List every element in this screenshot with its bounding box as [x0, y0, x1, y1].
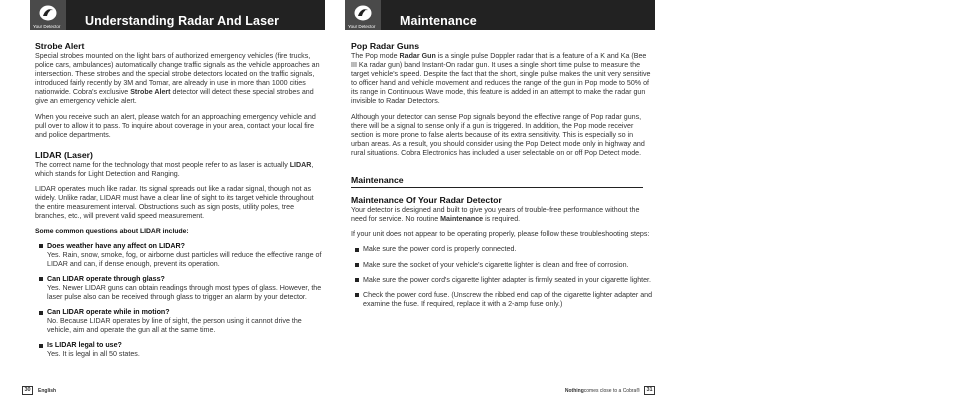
answer: No. Because LIDAR operates by line of sight, the person using it cannot drive the vehicle, aim and operate the gun all at the same time. — [47, 317, 302, 335]
text: The correct name for the technology that most people refer to as laser is actually — [35, 160, 290, 169]
cobra-logo — [30, 0, 66, 30]
text: , which stands for Light Detection and Ranging. — [35, 160, 314, 178]
paragraph: LIDAR operates much like radar. Its signal spreads out like a radar signal, though not as widely. Unlike radar, LIDAR must have a clear line of sight to its target vehicle throughout the entire measurement interval. Obstructions such as sign posts, utility poles, tree branches, etc., will prevent valid speed measurement. — [35, 185, 314, 221]
section-heading-strobe: Strobe Alert — [35, 41, 85, 51]
section-label: Maintenance — [351, 175, 404, 186]
paragraph: If your unit does not appear to be operating properly, please follow these troubleshooting steps: — [351, 230, 650, 239]
section-divider — [351, 176, 653, 186]
list-item — [35, 275, 325, 302]
text: is required. — [483, 215, 521, 224]
text: Special strobes mounted on the light bars of authorized emergency vehicles (fire trucks, police cars, ambulances) automatically change traffic signals as the vehicle approaches an intersection. These strobes and the special strobe detectors located on the traffic signals, introduced fairly recently by 3M and Tomar, are already in use in more than 1000 cities nationwide. Cobra's exclusive — [35, 52, 320, 97]
paragraph — [35, 161, 325, 179]
question: Does weather have any affect on LIDAR? — [47, 241, 185, 250]
cobra-logo — [345, 0, 381, 30]
paragraph: Although your detector can sense Pop signals beyond the effective range of Pop radar guns, there will be a signal to sense only if a gun is triggered. In addition, the Pop mode receiver section is more prone to false alerts because of its extra sensitivity. This is especially so in urban areas. As a result, you should consider using the Pop Detect mode only in highway and rural situations. Cobra Electronics has included a user selectable on or off Pop Detect mode. — [351, 112, 645, 157]
page-number: 31 — [644, 386, 655, 395]
right-footer — [565, 386, 655, 395]
logo-label: Your Detector — [348, 24, 376, 29]
question: Can LIDAR operate while in motion? — [47, 308, 170, 317]
right-header — [345, 0, 655, 30]
section-heading-lidar: LIDAR (Laser) — [35, 149, 93, 160]
list-item — [35, 242, 325, 269]
tagline-bold: Nothing — [564, 387, 584, 394]
answer: Yes. Newer LIDAR guns can obtain readings through most types of glass. However, the laser pulse also can be received through glass to trigger an alarm by your detector. — [47, 283, 322, 301]
question: Is LIDAR legal to use? — [47, 341, 122, 350]
page-title: Maintenance — [400, 14, 477, 28]
question: Can LIDAR operate through glass? — [47, 274, 165, 283]
section-heading-maintenance: Maintenance Of Your Radar Detector — [351, 195, 502, 206]
snake-logo-icon — [38, 4, 58, 22]
text: is a single pulse Doppler radar that is a feature of a K and Ka (Bee III Ka radar gun) band Instant-On radar gun. It uses a single short time pulse to measure the target vehicle's speed. Despite the fact that the short, single pulse makes the unit very sensitive to officer hand and vehicle movement and reduces the range of the gun in Pop mode to 50% of its range in Continuous Wave mode, this feature is added in an attempt to make the radar gun invisible to Radar Detectors. — [351, 52, 651, 106]
tagline-rest: comes close to a Cobra® — [583, 387, 640, 394]
left-page — [0, 0, 325, 420]
qa-list — [35, 242, 325, 360]
answer: Yes. It is legal in all 50 states. — [47, 350, 140, 359]
page-title: Understanding Radar And Laser — [85, 14, 280, 28]
list-item — [35, 341, 325, 359]
list-item: Make sure the socket of your vehicle's cigarette lighter is clean and free of corrosion. — [351, 261, 653, 270]
bold-term: Radar Gun — [399, 52, 436, 60]
section-heading-pop: Pop Radar Guns — [351, 41, 420, 51]
footer-language: English — [38, 387, 57, 394]
paragraph — [351, 52, 653, 107]
list-item: Check the power cord fuse. (Unscrew the ribbed end cap of the cigarette lighter adapter and examine the fuse. If required, replace it with a 2-amp fuse only.) — [351, 291, 653, 309]
snake-logo-icon — [353, 4, 373, 22]
bold-term: Strobe Alert — [130, 88, 171, 97]
left-header — [30, 0, 325, 30]
page-number: 30 — [22, 386, 33, 395]
divider-line — [351, 187, 643, 188]
text: The Pop mode — [351, 52, 400, 60]
bold-term: Maintenance — [440, 215, 484, 224]
answer: Yes. Rain, snow, smoke, fog, or airborne dust particles will reduce the effective range of LIDAR and can, if dense enough, prevent its operation. — [47, 250, 322, 268]
left-footer — [22, 386, 56, 395]
questions-intro: Some common questions about LIDAR include: — [35, 228, 189, 236]
left-content — [35, 41, 325, 366]
list-item: Make sure the power cord's cigarette lighter adapter is firmly seated in your cigarette lighter. — [351, 276, 653, 285]
paragraph — [351, 206, 653, 224]
right-content — [351, 41, 653, 315]
paragraph — [35, 52, 325, 107]
text: Your detector is designed and built to give you years of trouble-free performance without the need for service. No routine — [351, 206, 640, 224]
list-item: Make sure the power cord is properly connected. — [351, 245, 653, 254]
right-page — [345, 0, 653, 420]
bold-term: LIDAR — [289, 160, 312, 169]
text: detector will detect these special strobes and give an emergency vehicle alert. — [35, 88, 314, 106]
list-item — [35, 308, 325, 335]
steps-list — [351, 245, 653, 308]
logo-label: Your Detector — [33, 24, 61, 29]
paragraph: When you receive such an alert, please watch for an approaching emergency vehicle and pull over to allow it to pass. To inquire about coverage in your area, contact your local fire and police departments. — [35, 112, 316, 139]
